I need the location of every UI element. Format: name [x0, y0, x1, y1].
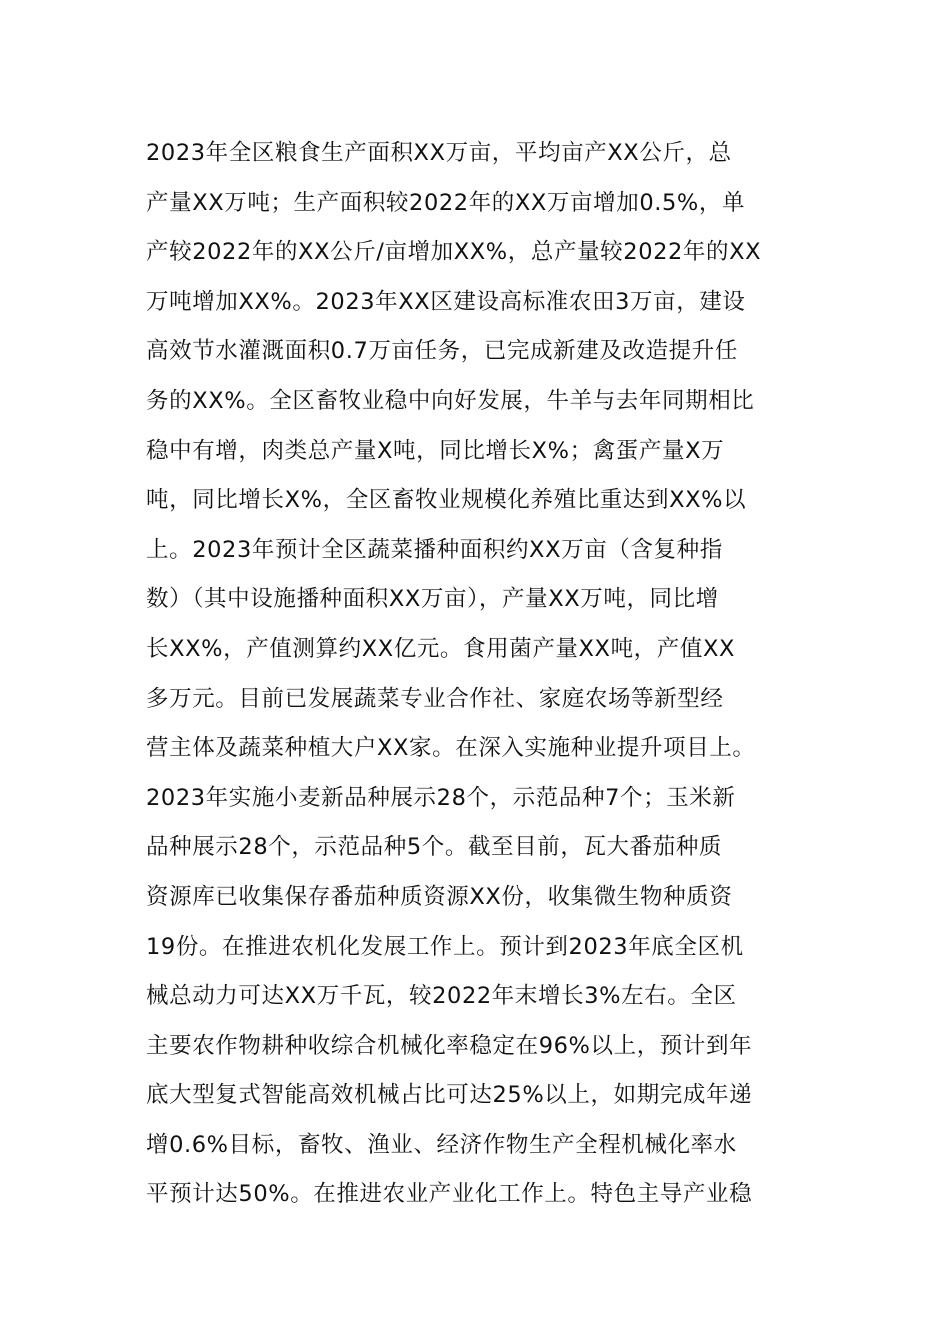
text-line: 资源库已收集保存番茄种质资源XX份，收集微生物种质资: [146, 883, 733, 910]
text-line: 长XX%，产值测算约XX亿元。食用菌产量XX吨，产值XX: [146, 635, 735, 662]
text-line: 2023年全区粮食生产面积XX万亩，平均亩产XX公斤，总: [146, 140, 732, 166]
text-line: 品种展示28个，示范品种5个。截至目前，瓦大番茄种质: [146, 834, 723, 861]
text-line: 上。2023年预计全区蔬菜播种面积约XX万亩（含复种指: [146, 536, 723, 563]
text-line: 务的XX%。全区畜牧业稳中向好发展，牛羊与去年同期相比: [146, 387, 755, 414]
text-line: 吨，同比增长X%，全区畜牧业规模化养殖比重达到XX%以: [146, 487, 747, 514]
text-line: 高效节水灌溉面积0.7万亩任务，已完成新建及改造提升任: [146, 338, 738, 365]
text-line: 平预计达50%。在推进农业产业化工作上。特色主导产业稳: [146, 1181, 753, 1208]
text-line: 底大型复式智能高效机械占比可达25%以上，如期完成年递: [146, 1082, 753, 1109]
text-line: 产较2022年的XX公斤/亩增加XX%，总产量较2022年的XX: [146, 239, 762, 266]
text-line: 产量XX万吨；生产面积较2022年的XX万亩增加0.5%，单: [146, 189, 746, 216]
text-line: 19份。在推进农机化发展工作上。预计到2023年底全区机: [146, 933, 744, 960]
text-line: 数）（其中设施播种面积XX万亩），产量XX万吨，同比增: [146, 586, 719, 613]
text-line: 主要农作物耕种收综合机械化率稳定在96%以上，预计到年: [146, 1032, 753, 1059]
text-line: 多万元。目前已发展蔬菜专业合作社、家庭农场等新型经: [146, 685, 724, 712]
text-line: 增0.6%目标，畜牧、渔业、经济作物生产全程机械化率水: [146, 1131, 737, 1158]
body-paragraph: [146, 129, 846, 1220]
text-line: 2023年实施小麦新品种展示28个，示范品种7个；玉米新: [146, 784, 736, 811]
text-line: 械总动力可达XX万千瓦，较2022年末增长3%左右。全区: [146, 983, 737, 1010]
text-line: 营主体及蔬菜种植大户XX家。在深入实施种业提升项目上。: [146, 735, 756, 762]
text-line: 万吨增加XX%。2023年XX区建设高标准农田3万亩，建设: [146, 288, 746, 315]
text-line: 稳中有增，肉类总产量X吨，同比增长X%；禽蛋产量X万: [146, 437, 725, 464]
